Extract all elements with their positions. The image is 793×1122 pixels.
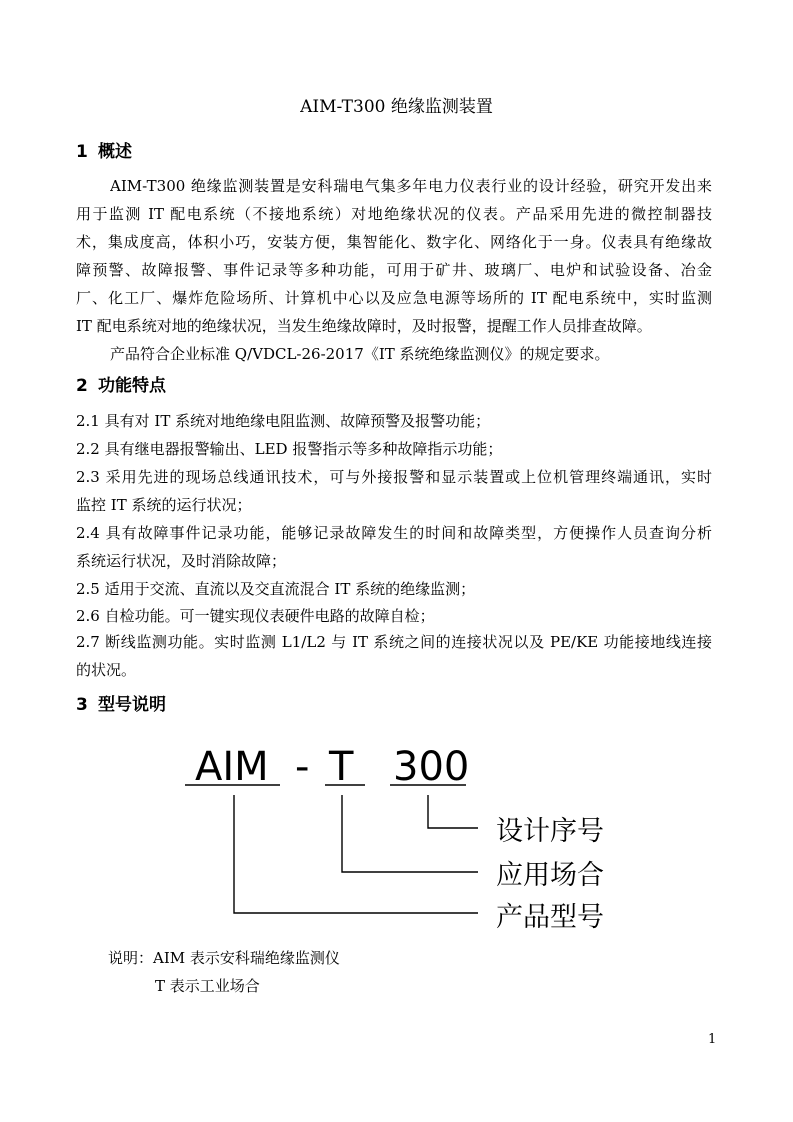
overview-line-2: 用于监测 IT 配电系统（不接地系统）对地绝缘状况的仪表。产品采用先进的微控制器技 xyxy=(76,205,712,223)
note-line-2: T 表示工业场合 xyxy=(155,977,260,995)
model-part-dash: - xyxy=(295,744,310,790)
feature-2-6: 2.6 自检功能。可一键实现仪表硬件电路的故障自检； xyxy=(76,607,435,625)
section-1-title: 概述 xyxy=(98,142,132,162)
overview-line-5: 厂、化工厂、爆炸危险场所、计算机中心以及应急电源等场所的 IT 配电系统中，实时监测 xyxy=(76,289,712,307)
feature-2-4-line-2: 系统运行状况，及时消除故障； xyxy=(76,552,287,570)
page-number: 1 xyxy=(708,1032,717,1047)
overview-line-3: 术，集成度高，体积小巧，安装方便，集智能化、数字化、网络化于一身。仪表具有绝缘故 xyxy=(76,233,712,251)
feature-2-5: 2.5 适用于交流、直流以及交直流混合 IT 系统的绝缘监测； xyxy=(76,580,476,598)
connector-product xyxy=(234,795,478,913)
note-line-1 xyxy=(108,948,340,968)
feature-2-2: 2.2 具有继电器报警输出、LED 报警指示等多种故障指示功能； xyxy=(76,440,503,458)
note-aim: AIM 表示安科瑞绝缘监测仪 xyxy=(153,949,340,967)
connector-design xyxy=(428,795,478,828)
note-prefix: 说明： xyxy=(108,949,154,967)
overview-standard: 产品符合企业标准 Q/VDCL-26-2017《IT 系统绝缘监测仪》的规定要求。 xyxy=(110,345,610,363)
section-1-number: 1 xyxy=(76,142,88,162)
feature-2-7-line-2: 的状况。 xyxy=(76,661,137,679)
overview-line-4: 障预警、故障报警、事件记录等多种功能，可用于矿井、玻璃厂、电炉和试验设备、冶金 xyxy=(76,261,712,279)
feature-2-3-line-2: 监控 IT 系统的运行状况； xyxy=(76,496,252,514)
label-design-number: 设计序号 xyxy=(496,816,604,847)
feature-2-3-line-1: 2.3 采用先进的现场总线通讯技术，可与外接报警和显示装置或上位机管理终端通讯，实时 xyxy=(76,468,712,486)
feature-2-7-line-1: 2.7 断线监测功能。实时监测 L1/L2 与 IT 系统之间的连接状况以及 PE/KE 功能接地线连接 xyxy=(76,633,712,651)
label-application: 应用场合 xyxy=(496,860,604,891)
connector-application xyxy=(342,795,478,872)
model-part-aim: AIM xyxy=(195,744,269,790)
overview-line-6: IT 配电系统对地的绝缘状况，当发生绝缘故障时，及时报警，提醒工作人员排查故障。 xyxy=(76,317,652,335)
feature-2-1: 2.1 具有对 IT 系统对地绝缘电阻监测、故障预警及报警功能； xyxy=(76,412,491,430)
overview-line-1: AIM-T300 绝缘监测装置是安科瑞电气集多年电力仪表行业的设计经验，研究开发出来 xyxy=(110,177,712,195)
section-2-number: 2 xyxy=(76,376,88,396)
section-3-number: 3 xyxy=(76,695,88,715)
feature-2-4-line-1: 2.4 具有故障事件记录功能，能够记录故障发生的时间和故障类型，方便操作人员查询分析 xyxy=(76,524,712,542)
section-3-title: 型号说明 xyxy=(98,695,166,715)
model-part-300: 300 xyxy=(393,744,470,790)
model-part-t: T xyxy=(329,744,354,790)
section-2-title: 功能特点 xyxy=(98,376,166,396)
document-title: AIM-T300 绝缘监测装置 xyxy=(300,97,493,117)
label-product-model: 产品型号 xyxy=(496,902,604,933)
